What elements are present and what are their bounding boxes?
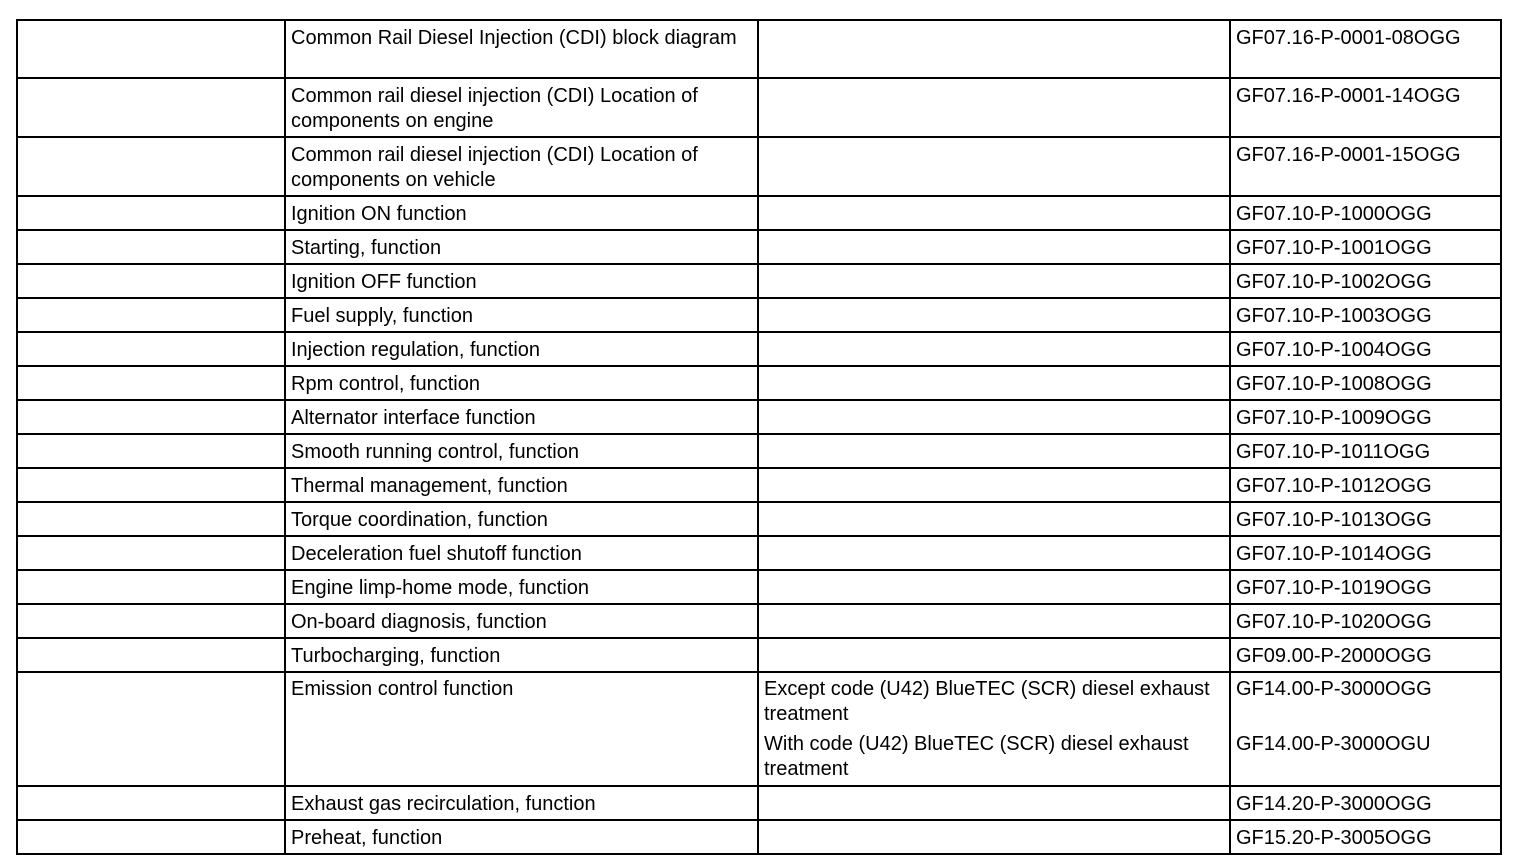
condition-cell xyxy=(758,137,1230,196)
function-title-cell: Thermal management, function xyxy=(285,468,758,502)
document-code-cell: GF07.10-P-1012OGG xyxy=(1230,468,1501,502)
document-code-text: GF14.00-P-3000OGG xyxy=(1236,678,1432,700)
condition-cell xyxy=(758,400,1230,434)
empty-cell xyxy=(17,468,285,502)
document-code-cell: GF07.10-P-1013OGG xyxy=(1230,502,1501,536)
empty-cell xyxy=(17,196,285,230)
condition-cell xyxy=(758,468,1230,502)
table-row xyxy=(17,786,1501,820)
table-row xyxy=(17,570,1501,604)
condition-cell xyxy=(758,638,1230,672)
document-code-cell: GF15.20-P-3005OGG xyxy=(1230,820,1501,854)
condition-cell xyxy=(758,20,1230,78)
condition-cell xyxy=(758,196,1230,230)
document-table-body xyxy=(17,20,1501,854)
function-title-cell: Torque coordination, function xyxy=(285,502,758,536)
function-title-cell: Alternator interface function xyxy=(285,400,758,434)
empty-cell xyxy=(17,502,285,536)
document-code-cell: GF07.10-P-1004OGG xyxy=(1230,332,1501,366)
function-title-cell: Rpm control, function xyxy=(285,366,758,400)
document-code-cell: GF07.10-P-1008OGG xyxy=(1230,366,1501,400)
condition-cell xyxy=(758,672,1230,786)
condition-cell xyxy=(758,434,1230,468)
condition-text: With code (U42) BlueTEC (SCR) diesel exhaust treatment xyxy=(764,733,1189,780)
empty-cell xyxy=(17,332,285,366)
table-row xyxy=(17,332,1501,366)
document-code-cell: GF07.10-P-1020OGG xyxy=(1230,604,1501,638)
function-title-cell: Engine limp-home mode, function xyxy=(285,570,758,604)
condition-cell xyxy=(758,820,1230,854)
condition-cell xyxy=(758,264,1230,298)
table-row xyxy=(17,400,1501,434)
document-code-cell: GF07.10-P-1019OGG xyxy=(1230,570,1501,604)
empty-cell xyxy=(17,264,285,298)
table-row xyxy=(17,264,1501,298)
document-code-cell: GF07.10-P-1001OGG xyxy=(1230,230,1501,264)
function-title-cell: Fuel supply, function xyxy=(285,298,758,332)
empty-cell xyxy=(17,434,285,468)
document-code-cell: GF07.10-P-1009OGG xyxy=(1230,400,1501,434)
empty-cell xyxy=(17,672,285,786)
table-row xyxy=(17,137,1501,196)
condition-cell xyxy=(758,536,1230,570)
document-code-cell: GF07.16-P-0001-08OGG xyxy=(1230,20,1501,78)
condition-cell xyxy=(758,604,1230,638)
condition-cell xyxy=(758,570,1230,604)
table-row xyxy=(17,78,1501,137)
function-title-cell: Turbocharging, function xyxy=(285,638,758,672)
document-code-cell: GF07.10-P-1002OGG xyxy=(1230,264,1501,298)
table-row xyxy=(17,604,1501,638)
empty-cell xyxy=(17,570,285,604)
function-title-cell: Injection regulation, function xyxy=(285,332,758,366)
document-code-cell: GF09.00-P-2000OGG xyxy=(1230,638,1501,672)
empty-cell xyxy=(17,78,285,137)
function-title-cell: Common Rail Diesel Injection (CDI) block diagram xyxy=(285,20,758,78)
function-title-cell: Starting, function xyxy=(285,230,758,264)
function-title-cell: Ignition OFF function xyxy=(285,264,758,298)
function-title-cell: Smooth running control, function xyxy=(285,434,758,468)
empty-cell xyxy=(17,786,285,820)
condition-cell xyxy=(758,78,1230,137)
document-code-text: GF14.00-P-3000OGU xyxy=(1236,733,1431,755)
condition-cell xyxy=(758,366,1230,400)
table-row xyxy=(17,20,1501,78)
table-row xyxy=(17,434,1501,468)
empty-cell xyxy=(17,820,285,854)
document-code-cell: GF07.16-P-0001-15OGG xyxy=(1230,137,1501,196)
table-row xyxy=(17,196,1501,230)
document-code-cell: GF07.10-P-1011OGG xyxy=(1230,434,1501,468)
empty-cell xyxy=(17,400,285,434)
empty-cell xyxy=(17,298,285,332)
table-row xyxy=(17,502,1501,536)
function-title-cell: On-board diagnosis, function xyxy=(285,604,758,638)
condition-cell xyxy=(758,230,1230,264)
document-code-cell xyxy=(1230,672,1501,786)
condition-text: Except code (U42) BlueTEC (SCR) diesel exhaust treatment xyxy=(764,678,1210,725)
document-code-cell: GF14.20-P-3000OGG xyxy=(1230,786,1501,820)
condition-cell xyxy=(758,786,1230,820)
condition-cell xyxy=(758,502,1230,536)
function-title-cell: Common rail diesel injection (CDI) Location of components on engine xyxy=(285,78,758,137)
table-row xyxy=(17,366,1501,400)
empty-cell xyxy=(17,230,285,264)
condition-cell xyxy=(758,298,1230,332)
table-row xyxy=(17,298,1501,332)
empty-cell xyxy=(17,366,285,400)
empty-cell xyxy=(17,638,285,672)
function-title-cell: Preheat, function xyxy=(285,820,758,854)
document-code-cell: GF07.10-P-1000OGG xyxy=(1230,196,1501,230)
table-row xyxy=(17,638,1501,672)
document-code-cell: GF07.16-P-0001-14OGG xyxy=(1230,78,1501,137)
empty-cell xyxy=(17,20,285,78)
function-title-cell: Emission control function xyxy=(285,672,758,786)
document-code-cell: GF07.10-P-1014OGG xyxy=(1230,536,1501,570)
function-title-cell: Ignition ON function xyxy=(285,196,758,230)
table-row xyxy=(17,468,1501,502)
function-title-cell: Common rail diesel injection (CDI) Location of components on vehicle xyxy=(285,137,758,196)
document-table xyxy=(16,19,1502,855)
empty-cell xyxy=(17,137,285,196)
table-row xyxy=(17,820,1501,854)
empty-cell xyxy=(17,536,285,570)
document-code-cell: GF07.10-P-1003OGG xyxy=(1230,298,1501,332)
table-row xyxy=(17,672,1501,786)
condition-cell xyxy=(758,332,1230,366)
function-title-cell: Exhaust gas recirculation, function xyxy=(285,786,758,820)
table-row xyxy=(17,536,1501,570)
table-row xyxy=(17,230,1501,264)
empty-cell xyxy=(17,604,285,638)
function-title-cell: Deceleration fuel shutoff function xyxy=(285,536,758,570)
